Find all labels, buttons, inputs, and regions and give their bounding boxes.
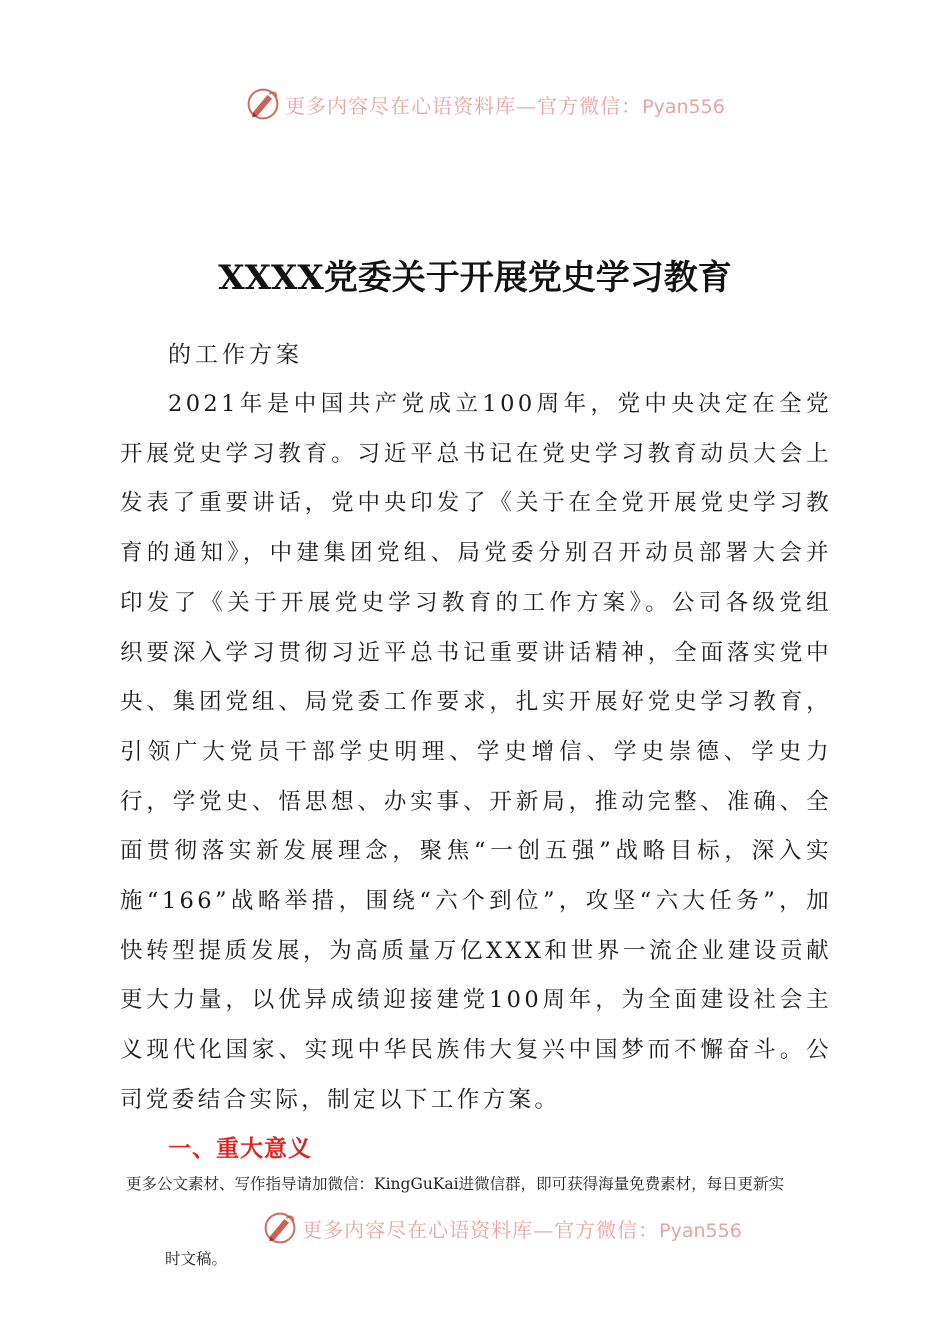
footer-note: 更多公文素材、写作指导请加微信：KingGuKai进微信群，即可获得海量免费素材，每日更新实	[126, 1175, 785, 1193]
watermark-suffix: 官方微信：	[554, 1217, 660, 1242]
watermark-brand: 更多内容尽在心语资料库	[302, 1217, 534, 1242]
watermark-brand: 更多内容尽在心语资料库	[285, 93, 517, 118]
footer-note-tail: 时文稿。	[165, 1250, 228, 1268]
pen-logo-icon	[262, 1210, 298, 1246]
watermark-text	[302, 1214, 742, 1243]
pen-logo-icon	[245, 86, 281, 122]
header-watermark	[0, 84, 950, 124]
watermark-separator: —	[516, 93, 538, 118]
watermark-text	[285, 90, 725, 119]
section-heading: 一、重大意义	[168, 1136, 312, 1162]
document-title: XXXX党委关于开展党史学习教育	[218, 258, 732, 298]
watermark-account: Pyan556	[659, 1219, 742, 1242]
document-subtitle: 的工作方案	[168, 342, 303, 368]
footer-watermark	[0, 1208, 950, 1248]
watermark-suffix: 官方微信：	[537, 93, 643, 118]
body-paragraph: 2021年是中国共产党成立100周年，党中央决定在全党开展党史学习教育。习近平总书记在党史学习教育动员大会上发表了重要讲话，党中央印发了《关于在全党开展党史学习教育的通知》，中建集团党组、局党委分别召开动员部署大会并印发了《关于开展党史学习教育的工作方案》。公司各级党组织要深入学习贯彻习近平总书记重要讲话精神，全面落实党中央、集团党组、局党委工作要求，扎实开展好党史学习教育，引领广大党员干部学史明理、学史增信、学史崇德、学史力行，学党史、悟思想、办实事、开新局，推动完整、准确、全面贯彻落实新发展理念，聚焦“一创五强”战略目标，深入实施“166”战略举措，围绕“六个到位”，攻坚“六大任务”，加快转型提质发展，为高质量万亿XXX和世界一流企业建设贡献更大力量，以优异成绩迎接建党100周年，为全面建设社会主义现代化国家、实现中华民族伟大复兴中国梦而不懈奋斗。公司党委结合实际，制定以下工作方案。	[120, 391, 832, 1113]
watermark-separator: —	[533, 1217, 555, 1242]
watermark-account: Pyan556	[642, 95, 725, 118]
